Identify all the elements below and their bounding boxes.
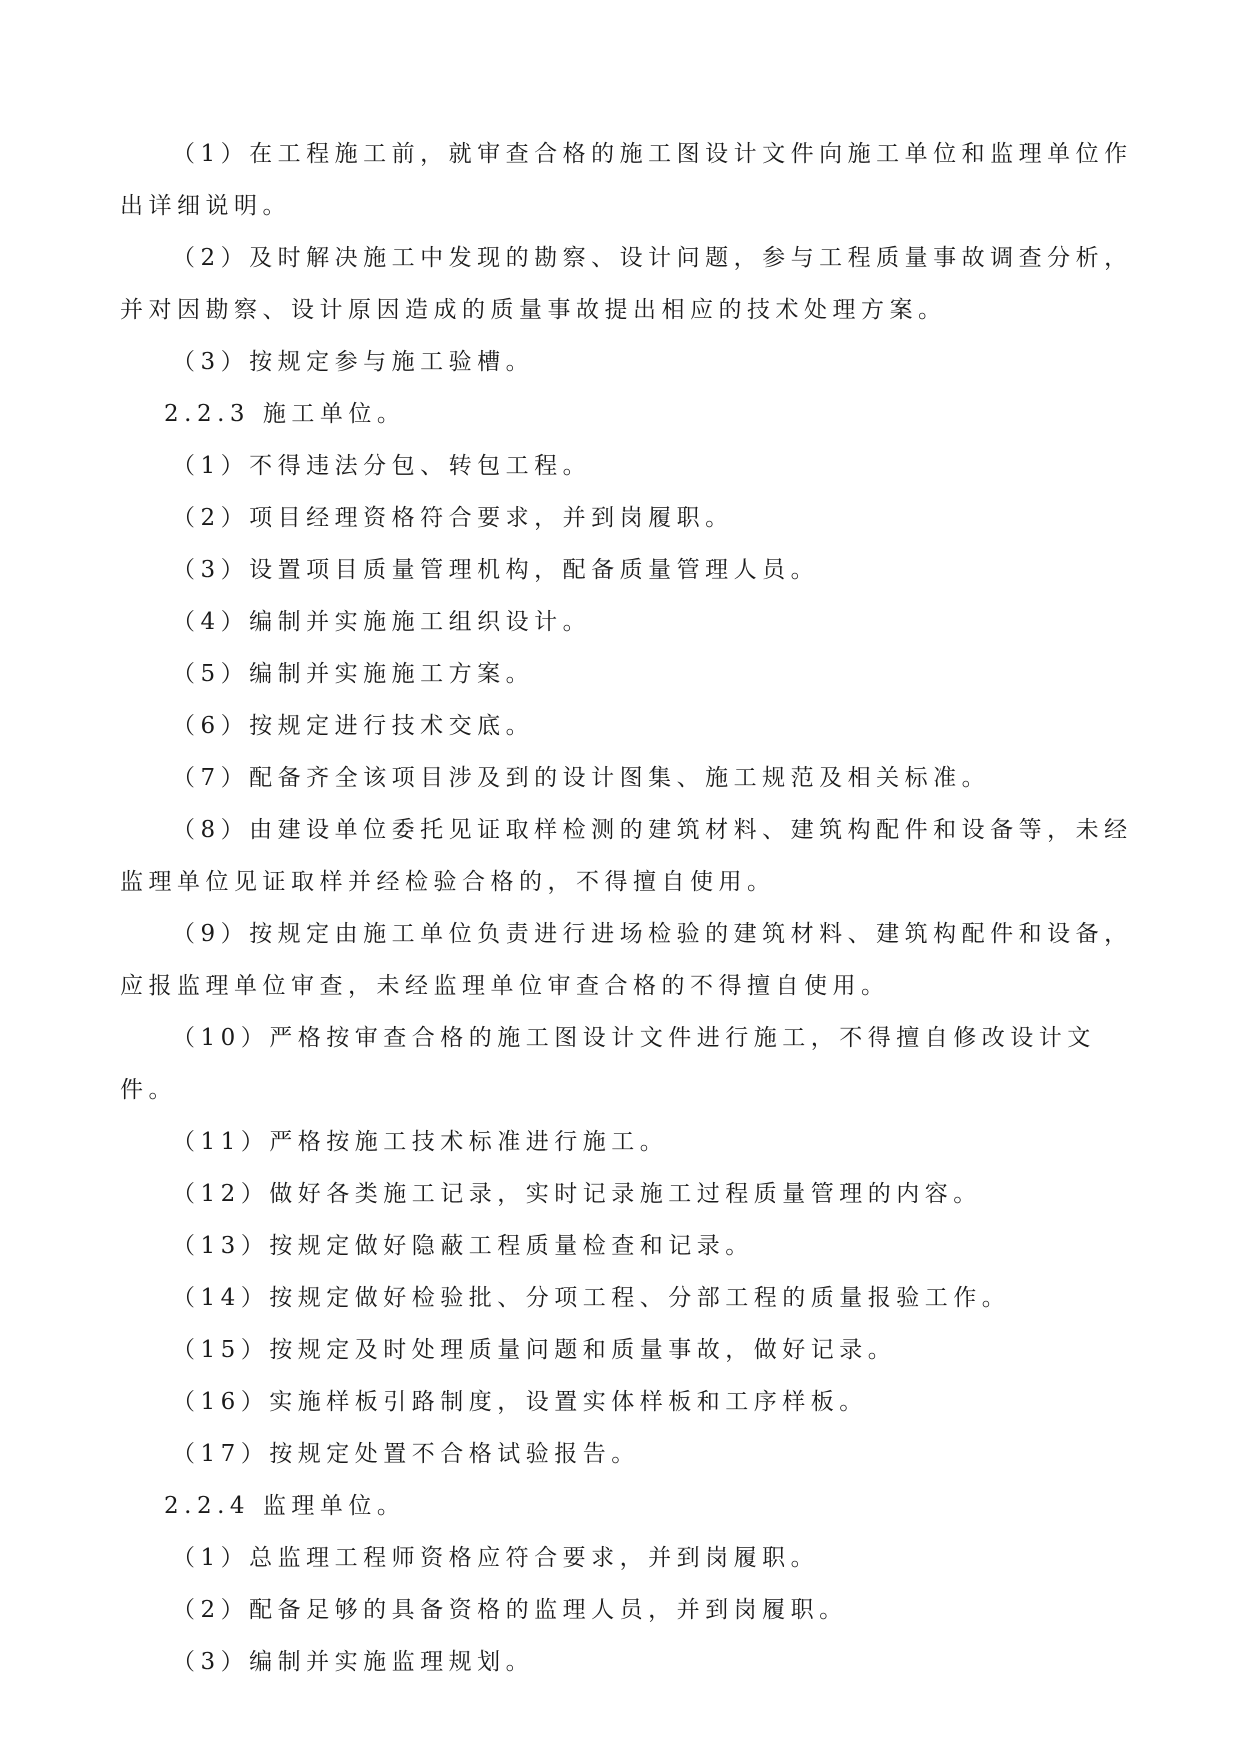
section-heading-construction-unit: 2.2.3 施工单位。 (164, 401, 406, 427)
paragraph-supervision-item-3: （3）编制并实施监理规划。 (172, 1649, 535, 1675)
paragraph-construction-item-14: （14）按规定做好检验批、分项工程、分部工程的质量报验工作。 (172, 1285, 1011, 1311)
paragraph-design-item-1: （1）在工程施工前，就审查合格的施工图设计文件向施工单位和监理单位作出详细说明。 (120, 141, 1133, 219)
paragraph-construction-item-17: （17）按规定处置不合格试验报告。 (172, 1441, 640, 1467)
document-body (120, 128, 1150, 1688)
paragraph-construction-item-16: （16）实施样板引路制度，设置实体样板和工序样板。 (172, 1389, 868, 1415)
paragraph-construction-item-13: （13）按规定做好隐蔽工程质量检查和记录。 (172, 1233, 754, 1259)
paragraph-construction-item-10: （10）严格按审查合格的施工图设计文件进行施工，不得擅自修改设计文件。 (120, 1025, 1096, 1103)
paragraph-construction-item-1: （1）不得违法分包、转包工程。 (172, 453, 592, 479)
paragraph-construction-item-12: （12）做好各类施工记录，实时记录施工过程质量管理的内容。 (172, 1181, 982, 1207)
paragraph-design-item-2: （2）及时解决施工中发现的勘察、设计问题，参与工程质量事故调查分析，并对因勘察、设计原因造成的质量事故提出相应的技术处理方案。 (120, 245, 1133, 323)
paragraph-construction-item-9: （9）按规定由施工单位负责进行进场检验的建筑材料、建筑构配件和设备，应报监理单位审查，未经监理单位审查合格的不得擅自使用。 (120, 921, 1133, 999)
paragraph-construction-item-15: （15）按规定及时处理质量问题和质量事故，做好记录。 (172, 1337, 897, 1363)
paragraph-construction-item-8: （8）由建设单位委托见证取样检测的建筑材料、建筑构配件和设备等，未经监理单位见证取样并经检验合格的，不得擅自使用。 (120, 817, 1133, 895)
paragraph-construction-item-3: （3）设置项目质量管理机构，配备质量管理人员。 (172, 557, 820, 583)
paragraph-construction-item-5: （5）编制并实施施工方案。 (172, 661, 535, 687)
paragraph-construction-item-4: （4）编制并实施施工组织设计。 (172, 609, 592, 635)
paragraph-design-item-3: （3）按规定参与施工验槽。 (172, 349, 535, 375)
paragraph-construction-item-7: （7）配备齐全该项目涉及到的设计图集、施工规范及相关标准。 (172, 765, 991, 791)
paragraph-supervision-item-1: （1）总监理工程师资格应符合要求，并到岗履职。 (172, 1545, 820, 1571)
paragraph-supervision-item-2: （2）配备足够的具备资格的监理人员，并到岗履职。 (172, 1597, 848, 1623)
paragraph-construction-item-6: （6）按规定进行技术交底。 (172, 713, 535, 739)
paragraph-construction-item-2: （2）项目经理资格符合要求，并到岗履职。 (172, 505, 734, 531)
section-heading-supervision-unit: 2.2.4 监理单位。 (164, 1493, 406, 1519)
paragraph-construction-item-11: （11）严格按施工技术标准进行施工。 (172, 1129, 669, 1155)
